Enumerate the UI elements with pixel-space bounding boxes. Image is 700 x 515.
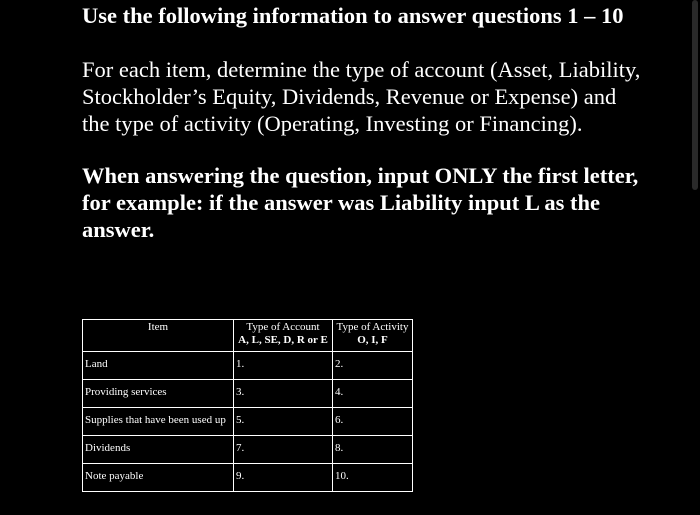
header-type-of-activity bbox=[333, 320, 413, 352]
table-row bbox=[83, 436, 413, 464]
activity-answer-cell: 4. bbox=[333, 380, 413, 408]
header-item bbox=[83, 320, 234, 352]
account-answer-cell: 1. bbox=[234, 352, 333, 380]
instruction-paragraph: For each item, determine the type of account (Asset, Liability, Stockholder’s Equity, Dividends, Revenue or Expense) and the type of activity (Operating, Investing or Financing). bbox=[82, 57, 641, 136]
activity-answer-cell: 10. bbox=[333, 464, 413, 492]
account-answer-cell: 3. bbox=[234, 380, 333, 408]
header-type-of-account-label: Type of Account bbox=[246, 321, 320, 333]
table-row bbox=[83, 352, 413, 380]
account-answer-cell: 7. bbox=[234, 436, 333, 464]
question-heading: Use the following information to answer questions 1 – 10 bbox=[82, 3, 624, 28]
account-answer-cell: 9. bbox=[234, 464, 333, 492]
item-cell: Supplies that have been used up bbox=[83, 408, 234, 436]
table-row bbox=[83, 464, 413, 492]
item-cell: Land bbox=[83, 352, 234, 380]
account-answer-cell: 5. bbox=[234, 408, 333, 436]
header-type-of-account-options: A, L, SE, D, R or E bbox=[238, 334, 328, 346]
table-header-row bbox=[83, 320, 413, 352]
header-type-of-activity-label: Type of Activity bbox=[336, 321, 409, 333]
item-cell: Note payable bbox=[83, 464, 234, 492]
activity-answer-cell: 8. bbox=[333, 436, 413, 464]
activity-answer-cell: 2. bbox=[333, 352, 413, 380]
header-type-of-account bbox=[234, 320, 333, 352]
table-row bbox=[83, 408, 413, 436]
scrollbar[interactable] bbox=[692, 0, 698, 190]
answer-format-instruction: When answering the question, input ONLY the first letter, for example: if the answer was Liability input L as the answer. bbox=[82, 163, 639, 242]
table-row bbox=[83, 380, 413, 408]
activity-answer-cell: 6. bbox=[333, 408, 413, 436]
header-type-of-activity-options: O, I, F bbox=[357, 334, 388, 346]
question-content bbox=[82, 0, 642, 243]
item-cell: Providing services bbox=[83, 380, 234, 408]
item-cell: Dividends bbox=[83, 436, 234, 464]
account-table bbox=[82, 319, 413, 492]
header-item-label: Item bbox=[147, 321, 169, 333]
